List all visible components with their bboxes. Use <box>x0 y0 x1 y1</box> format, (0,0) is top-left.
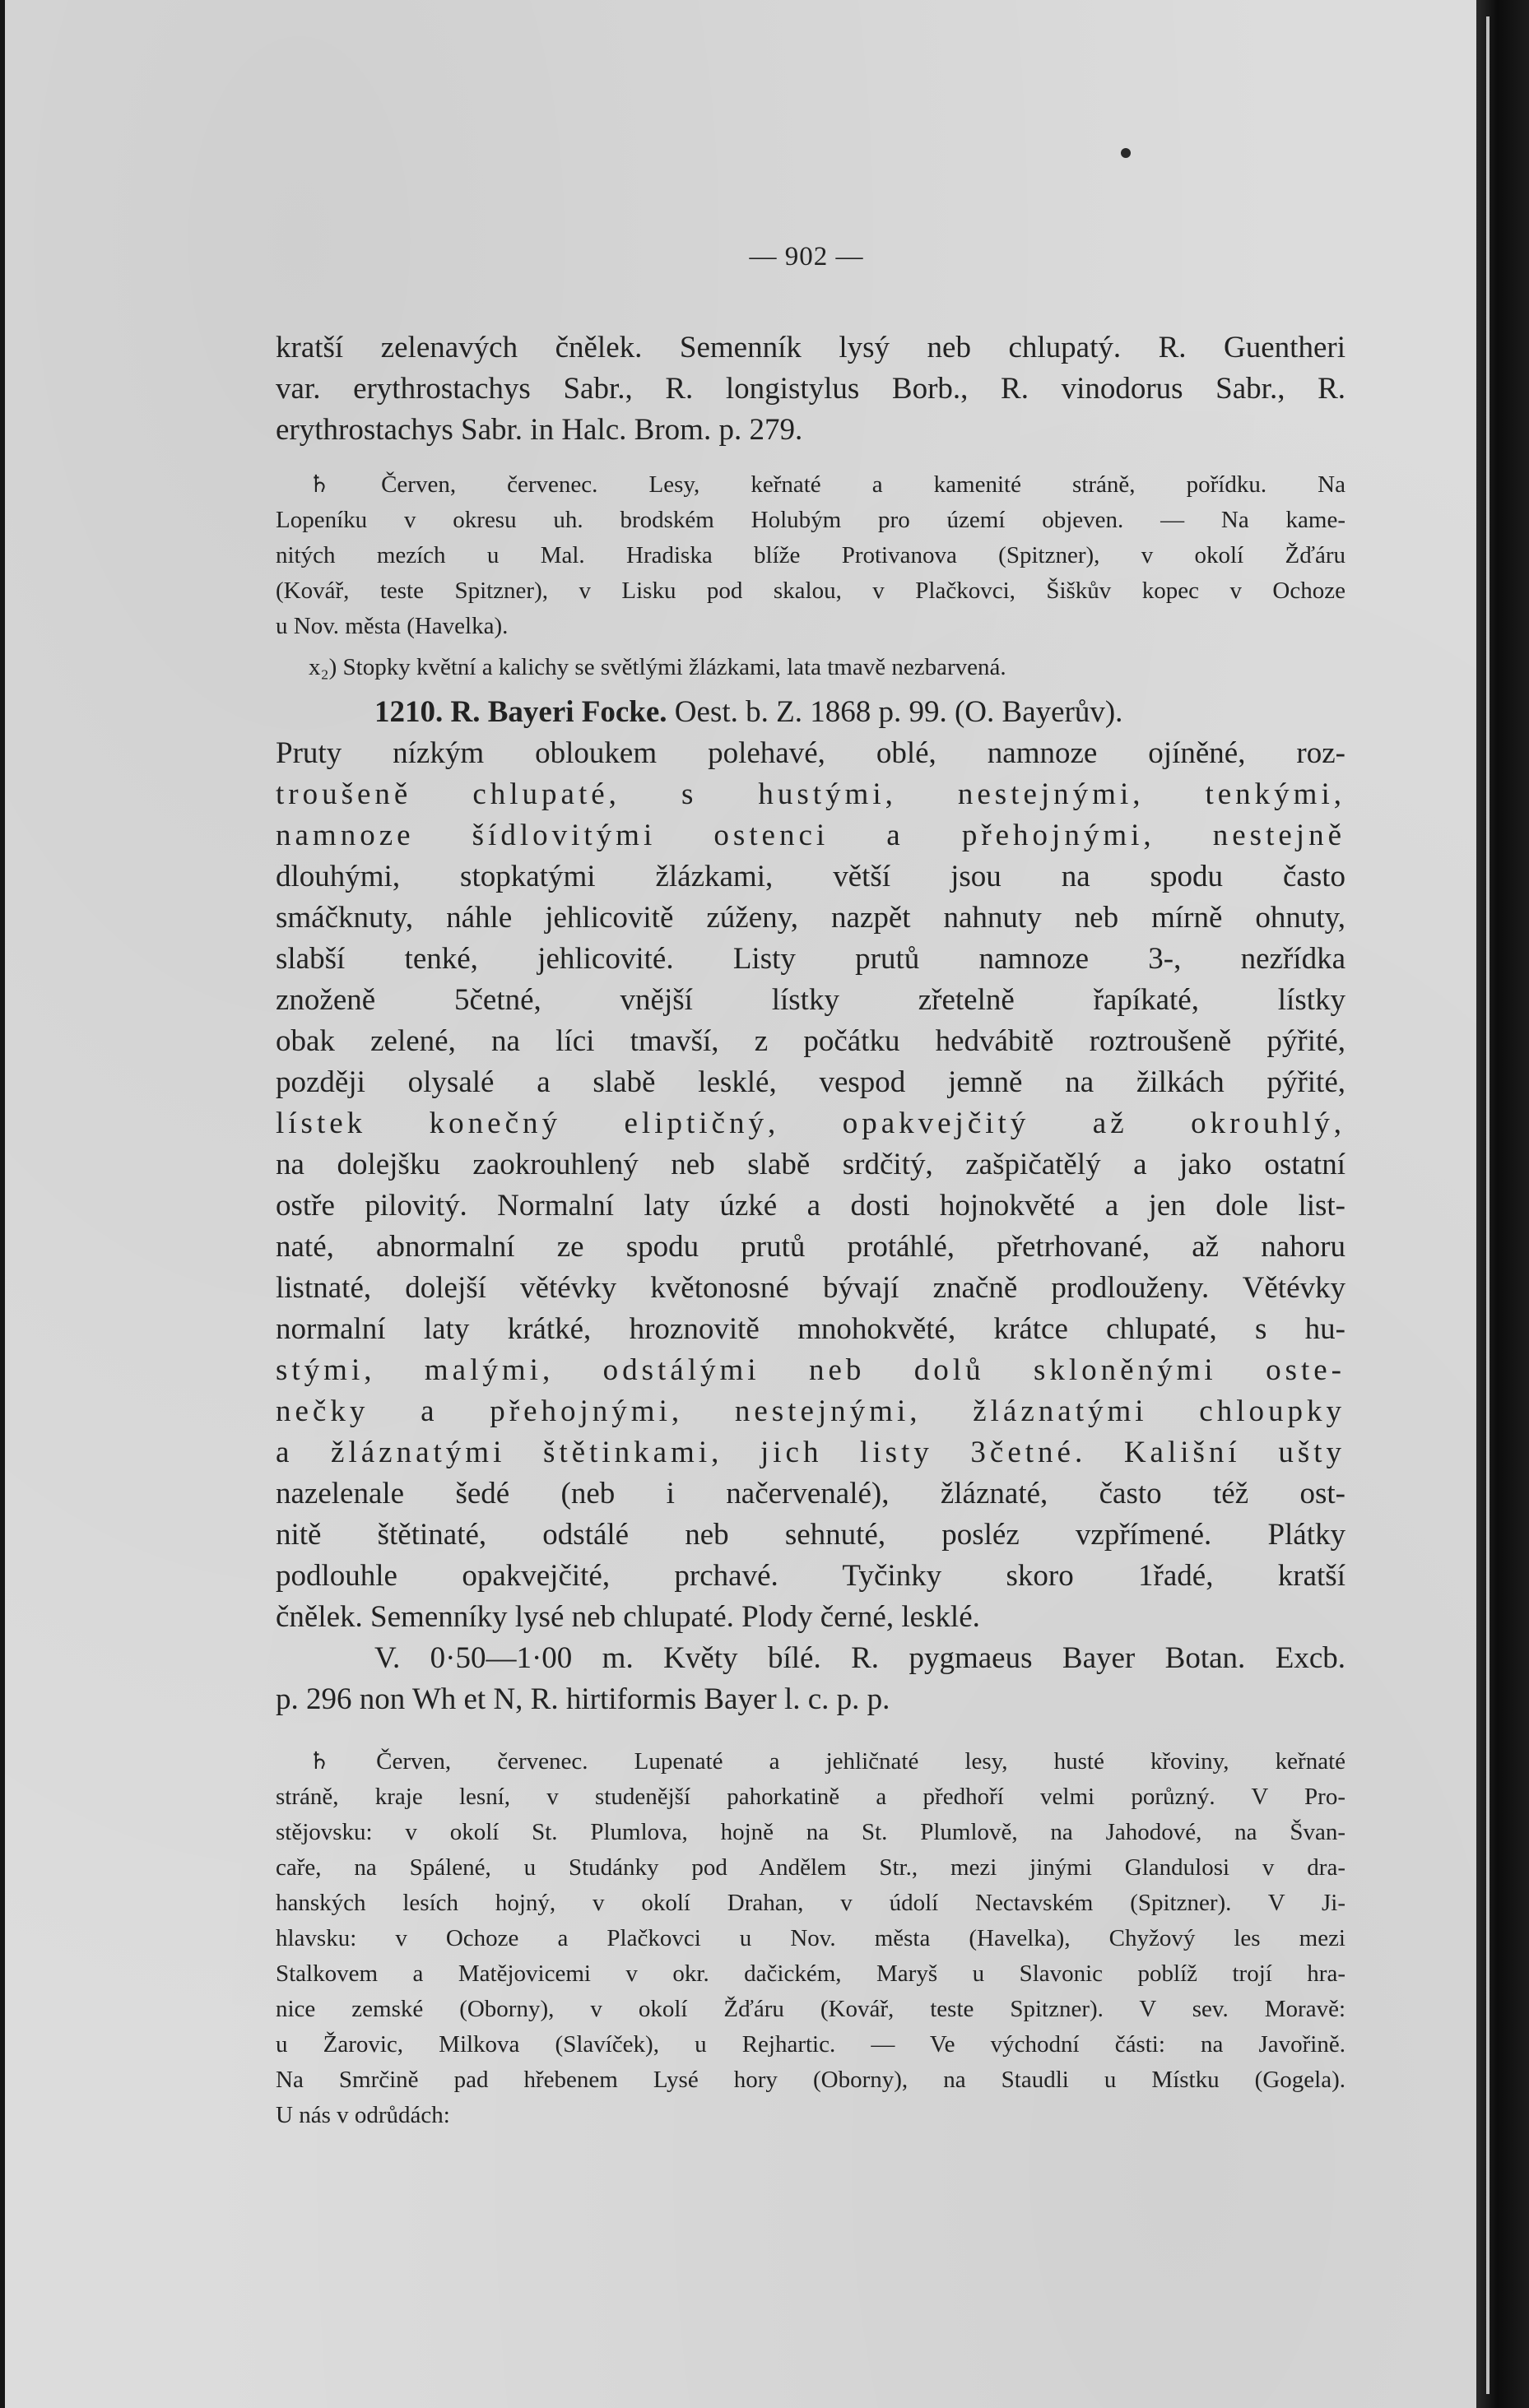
text-line: var. erythrostachys Sabr., R. longistylus Borb., R. vinodorus Sabr., R. <box>276 372 1345 406</box>
page-number: — 902 — <box>749 242 864 271</box>
text-line: V. 0·50—1·00 m. Květy bílé. R. pygmaeus Bayer Botan. Excb. <box>374 1641 1345 1675</box>
text-line: troušeně chlupaté, s hustými, nestejnými, tenkými, <box>276 777 1345 811</box>
text-line: u Nov. města (Havelka). <box>276 613 509 639</box>
text-line: caře, na Spálené, u Studánky pod Andělem Str., mezi jinými Glandulosi v dra- <box>276 1854 1345 1881</box>
text-line: stými, malými, odstálými neb dolů skloněnými oste- <box>276 1353 1345 1387</box>
text-line: ostře pilovitý. Normalní laty úzké a dosti hojnokvěté a jen dole list- <box>276 1189 1345 1223</box>
text-line: u Žarovic, Milkova (Slavíček), u Rejhartic. — Ve východní části: na Javořině. <box>276 2031 1345 2058</box>
text-line: nazelenale šedé (neb i načervenalé), žláznaté, často též ost- <box>276 1477 1345 1510</box>
text-line: znoženě 5četné, vnější lístky zřetelně řapíkaté, lístky <box>276 983 1345 1017</box>
text-line: p. 296 non Wh et N, R. hirtiformis Bayer l. c. p. p. <box>276 1682 890 1716</box>
text-line: listnaté, dolejší větévky květonosné bývají značně prodlouženy. Větévky <box>276 1271 1345 1305</box>
text-line: smáčknuty, náhle jehlicovitě zúženy, nazpět nahnuty neb mírně ohnuty, <box>276 901 1345 935</box>
text-line: lístek konečný eliptičný, opakvejčitý až okrouhlý, <box>276 1107 1345 1140</box>
text-line: erythrostachys Sabr. in Halc. Brom. p. 279. <box>276 413 803 447</box>
page-edge-line <box>1486 16 1489 2394</box>
ink-dot <box>1121 148 1131 158</box>
text-line: namnoze šídlovitými ostenci a přehojnými, nestejně <box>276 819 1345 852</box>
text-line: a žláznatými štětinkami, jich listy 3četné. Kališní ušty <box>276 1436 1345 1469</box>
text-line: kratší zelenavých čnělek. Semenník lysý neb chlupatý. R. Guentheri <box>276 331 1345 364</box>
text-line: nečky a přehojnými, nestejnými, žláznatými chloupky <box>276 1394 1345 1428</box>
text-line: nice zemské (Oborny), v okolí Žďáru (Kovář, teste Spitzner). V sev. Moravě: <box>276 1996 1345 2022</box>
intro-paragraph <box>276 327 1345 451</box>
text-line: na dolejšku zaokrouhlený neb slabě srdčitý, zašpičatělý a jako ostatní <box>276 1148 1345 1181</box>
text-line: hlavsku: v Ochoze a Plačkovci u Nov. města (Havelka), Chyžový les mezi <box>276 1925 1345 1951</box>
text-line: ♄ Červen, červenec. Lesy, keřnaté a kamenité stráně, pořídku. Na <box>309 471 1345 498</box>
text-line: normalní laty krátké, hroznovitě mnohokvěté, krátce chlupaté, s hu- <box>276 1312 1345 1346</box>
text-line: (Kovář, teste Spitzner), v Lisku pod skalou, v Plačkovci, Šiškův kopec v Ochoze <box>276 578 1345 604</box>
species-description <box>276 692 1345 1720</box>
species-name: 1210. R. Bayeri Focke. <box>374 695 667 729</box>
text-line: nitě štětinaté, odstálé neb sehnuté, posléz vzpřímené. Plátky <box>276 1518 1345 1552</box>
text-line: slabší tenké, jehlicovité. Listy prutů namnoze 3-, nezřídka <box>276 942 1345 976</box>
habitat-paragraph-1 <box>276 467 1345 644</box>
text-line: nitých mezích u Mal. Hradiska blíže Protivanova (Spitzner), v okolí Žďáru <box>276 542 1345 568</box>
text-line: naté, abnormalní ze spodu prutů protáhlé, přetrhované, až nahoru <box>276 1230 1345 1264</box>
text-line: Pruty nízkým obloukem polehavé, oblé, namnoze ojíněné, roz- <box>276 736 1345 770</box>
species-citation: Oest. b. Z. 1868 p. 99. (O. Bayerův). <box>674 695 1123 729</box>
text-line: stějovsku: v okolí St. Plumlova, hojně na St. Plumlově, na Jahodové, na Švan- <box>276 1819 1345 1845</box>
text-line: x₂) Stopky květní a kalichy se světlými žlázkami, lata tmavě nezbarvená. <box>309 654 1006 680</box>
habitat-paragraph-2 <box>276 1744 1345 2133</box>
text-line: obak zelené, na líci tmavší, z počátku hedvábitě roztroušeně pýřité, <box>276 1024 1345 1058</box>
text-line: čnělek. Semenníky lysé neb chlupaté. Plody černé, lesklé. <box>276 1600 980 1634</box>
text-line: podlouhle opakvejčité, prchavé. Tyčinky skoro 1řadé, kratší <box>276 1559 1345 1593</box>
text-line: dlouhými, stopkatými žlázkami, větší jsou na spodu často <box>276 860 1345 893</box>
text-line: ♄ Červen, červenec. Lupenaté a jehličnaté lesy, husté křoviny, keřnaté <box>309 1748 1345 1775</box>
text-line: Stalkovem a Matějovicemi v okr. dačickém, Maryš u Slavonic poblíž trojí hra- <box>276 1960 1345 1987</box>
hybrid-note <box>276 650 1345 685</box>
species-heading <box>276 692 1345 733</box>
text-line: Lopeníku v okresu uh. brodském Holubým pro území objeven. — Na kame- <box>276 507 1345 533</box>
text-line: později olysalé a slabě lesklé, vespod jemně na žilkách pýřité, <box>276 1065 1345 1099</box>
text-line: hanských lesích hojný, v okolí Drahan, v údolí Nectavském (Spitzner). V Ji- <box>276 1890 1345 1916</box>
text-line: Na Smrčině pad hřebenem Lysé hory (Oborny), na Staudli u Místku (Gogela). <box>276 2067 1345 2093</box>
text-line: stráně, kraje lesní, v studenější pahorkatině a předhoří velmi porůzný. V Pro- <box>276 1784 1345 1810</box>
book-spine-edge <box>1476 0 1529 2408</box>
text-line: U nás v odrůdách: <box>276 2102 450 2128</box>
